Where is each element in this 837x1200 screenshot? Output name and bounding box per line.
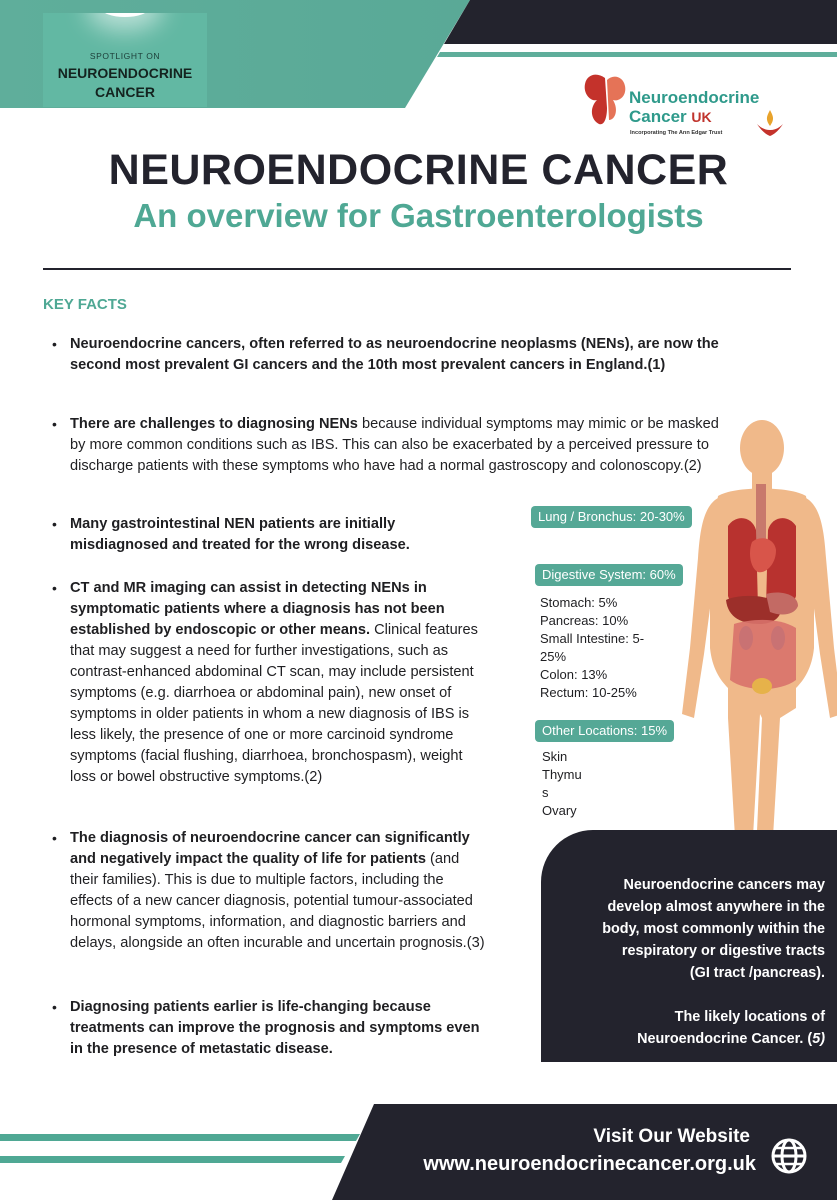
key-fact-2-text: because individual symptoms may mimic or be masked by more common conditions such as IBS. This can also be exacerbated by a perceived pressure to discharge patients with these symptoms who have had a normal gastroscopy and colonoscopy.(2) bbox=[70, 416, 719, 474]
key-fact-1-bold: Neuroendocrine cancers, often referred to as neuroendocrine neoplasms (NENs), are now the second most prevalent GI cancers and the 10th most prevalent cancers in England.(1) bbox=[70, 336, 719, 373]
other-location-item: s bbox=[542, 785, 549, 800]
callout-line: The likely locations of bbox=[674, 1009, 825, 1025]
visit-website-label: Visit Our Website bbox=[593, 1126, 750, 1147]
callout-ref: 5) bbox=[812, 1031, 825, 1047]
other-location-item: Thymu bbox=[542, 767, 582, 782]
callout-line: (GI tract /pancreas). bbox=[689, 965, 825, 981]
other-locations-list bbox=[542, 748, 582, 820]
spotlight-line1: NEUROENDOCRINE bbox=[57, 65, 193, 81]
key-fact-4-bold: CT and MR imaging can assist in detecting NENs in symptomatic patients where a diagnosis has not been established by endoscopic or other means. bbox=[70, 580, 445, 638]
page-title: NEUROENDOCRINE CANCER bbox=[108, 146, 729, 194]
callout-line: body, most commonly within the bbox=[602, 921, 825, 937]
digestive-item: Small Intestine: 5- bbox=[540, 631, 645, 646]
spotlight-badge bbox=[43, 13, 207, 107]
footer-dark-band bbox=[0, 1104, 837, 1200]
other-location-item: Skin bbox=[542, 749, 568, 764]
key-fact-3-bold: Many gastrointestinal NEN patients are initially misdiagnosed and treated for the wrong disease. bbox=[70, 516, 410, 553]
human-body-illustration bbox=[664, 418, 837, 858]
spotlight-small-text: SPOTLIGHT ON bbox=[89, 51, 161, 61]
digestive-item: Rectum: 10-25% bbox=[540, 685, 637, 700]
callout-line: develop almost anywhere in the bbox=[607, 899, 825, 915]
footer-stripe-1 bbox=[0, 1134, 360, 1141]
key-fact-6 bbox=[70, 997, 480, 1060]
logo-cancer: Cancer bbox=[629, 107, 687, 126]
callout-line7: Neuroendocrine Cancer. ( bbox=[637, 1031, 813, 1047]
key-fact-6-bold: Diagnosing patients earlier is life-changing because treatments can improve the prognosis and symptoms even in the presence of metastatic disease. bbox=[70, 999, 480, 1057]
hands-flame-icon bbox=[753, 106, 787, 140]
key-fact-1 bbox=[70, 334, 720, 376]
spotlight-line2: CANCER bbox=[95, 84, 155, 100]
logo-line2 bbox=[629, 107, 712, 127]
butterfly-icon bbox=[583, 70, 629, 130]
callout-line-ref bbox=[555, 1028, 825, 1050]
key-fact-5-bold: The diagnosis of neuroendocrine cancer can significantly and negatively impact the quality of life for patients bbox=[70, 830, 470, 867]
callout-line: Neuroendocrine cancers may bbox=[623, 877, 825, 893]
other-locations-label: Other Locations: 15% bbox=[535, 720, 674, 742]
logo-line1: Neuroendocrine bbox=[629, 88, 760, 107]
globe-icon[interactable] bbox=[771, 1138, 807, 1174]
key-fact-2-bold: There are challenges to diagnosing NENs bbox=[70, 416, 358, 432]
other-location-item: Ovary bbox=[542, 803, 577, 818]
key-fact-4 bbox=[70, 578, 482, 788]
key-fact-3 bbox=[70, 514, 460, 556]
neuroendocrine-cancer-uk-logo[interactable] bbox=[583, 70, 798, 140]
digestive-item: 25% bbox=[540, 649, 567, 664]
key-fact-5-text: (and their families). This is due to multiple factors, including the effects of a new cancer diagnosis, potential tumour-associated hormonal symptoms, information, and diagnostic barriers and delays, alongside an often incurable and uncertain prognosis.(3) bbox=[70, 851, 485, 951]
digestive-item: Stomach: 5% bbox=[540, 595, 618, 610]
key-fact-2 bbox=[70, 414, 720, 477]
callout-box bbox=[541, 830, 837, 1062]
callout-text bbox=[555, 874, 825, 1050]
page-subtitle: An overview for Gastroenterologists bbox=[133, 197, 704, 234]
title-divider bbox=[43, 268, 791, 270]
lung-bronchus-label: Lung / Bronchus: 20-30% bbox=[531, 506, 692, 528]
key-facts-heading: KEY FACTS bbox=[43, 296, 127, 313]
digestive-item: Colon: 13% bbox=[540, 667, 608, 682]
digestive-item: Pancreas: 10% bbox=[540, 613, 629, 628]
logo-subtitle: Incorporating The Ann Edgar Trust bbox=[630, 130, 723, 136]
digestive-list bbox=[540, 594, 644, 702]
callout-line: respiratory or digestive tracts bbox=[621, 943, 825, 959]
logo-uk: UK bbox=[691, 109, 712, 125]
key-fact-4-text: Clinical features that may suggest a need for further investigations, such as contrast-enhanced abdominal CT scan, may include persistent symptoms (e.g. diarrhoea or abdominal pain), new onset of symptoms in older patients in whom a new diagnosis of IBS is less likely, the presence of one or more carcinoid syndrome symptoms (facial flushing, diarrhoea, bronchospasm), weight loss or bowel obstructive symptoms.(2) bbox=[70, 622, 478, 785]
footer bbox=[0, 1104, 837, 1200]
key-fact-5 bbox=[70, 828, 490, 954]
website-link[interactable]: www.neuroendocrinecancer.org.uk bbox=[423, 1153, 756, 1175]
digestive-system-label: Digestive System: 60% bbox=[535, 564, 683, 586]
footer-stripe-2 bbox=[0, 1156, 345, 1163]
